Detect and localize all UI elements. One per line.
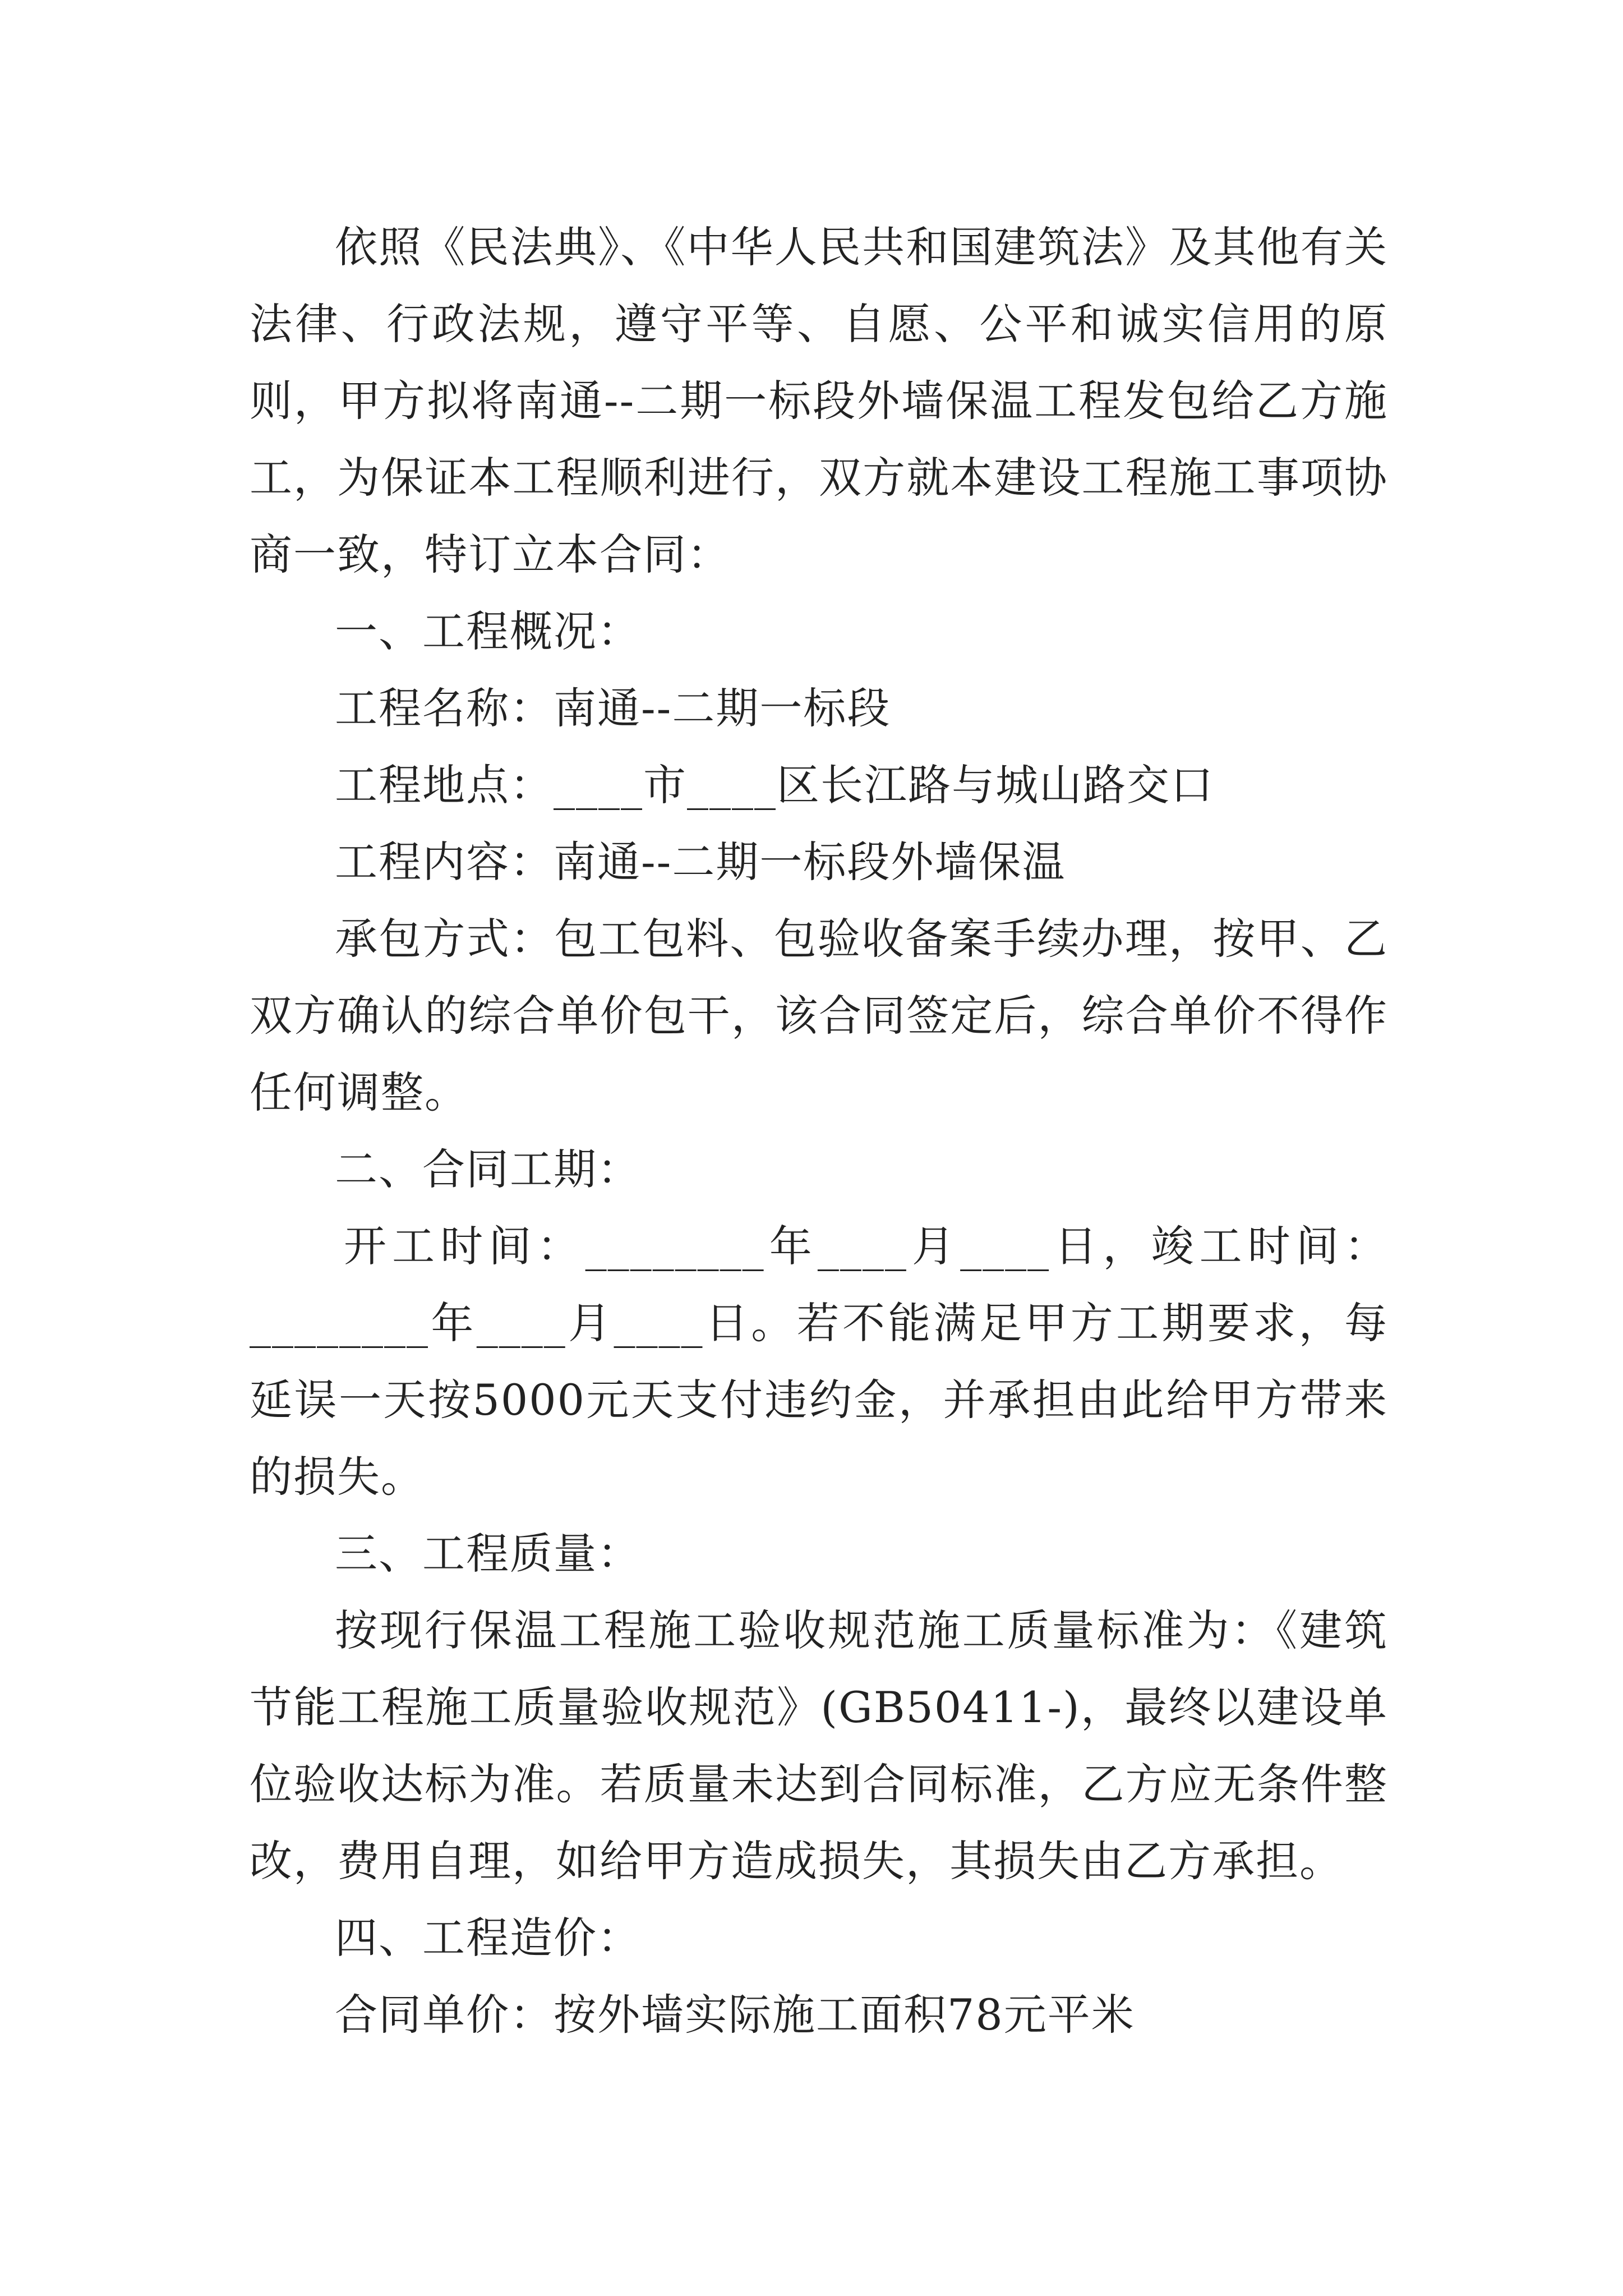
section-heading-quality: 三、工程质量： (335, 1529, 641, 1579)
section-heading-cost: 四、工程造价： (335, 1913, 641, 1963)
section-heading-project-overview: 一、工程概况： (335, 606, 641, 656)
intro-paragraph: 依照《民法典》、《中华人民共和国建筑法》及其他有关法律、行政法规，遵守平等、自愿、公平和诚实信用的原则，甲方拟将南通--二期一标段外墙保温工程发包给乙方施工，为保证本工程顺利进行，双方就本建设工程施工事项协商一致，特订立本合同： (250, 222, 1388, 579)
unit-price-line: 合同单价：按外墙实际施工面积78元平米 (335, 1990, 1135, 2040)
quality-paragraph: 按现行保温工程施工验收规范施工质量标准为：《建筑节能工程施工质量验收规范》(GB50411-)，最终以建设单位验收达标为准。若质量未达到合同标准，乙方应无条件整改，费用自理，如给甲方造成损失，其损失由乙方承担。 (250, 1605, 1388, 1886)
schedule-paragraph: 开工时间：________年____月____日，竣工时间：________年____月____日。若不能满足甲方工期要求，每延误一天按5000元天支付违约金，并承担由此给甲方带来的损失。 (250, 1221, 1388, 1502)
document-body (250, 209, 1388, 2053)
project-name-line: 工程名称：南通--二期一标段 (335, 683, 891, 733)
project-location-line: 工程地点：____市____区长江路与城山路交口 (335, 760, 1214, 810)
project-content-line: 工程内容：南通--二期一标段外墙保温 (335, 837, 1066, 887)
contract-mode-paragraph: 承包方式：包工包料、包验收备案手续办理，按甲、乙双方确认的综合单价包干，该合同签定后，综合单价不得作任何调整。 (250, 914, 1388, 1117)
section-heading-contract-period: 二、合同工期： (335, 1144, 641, 1194)
